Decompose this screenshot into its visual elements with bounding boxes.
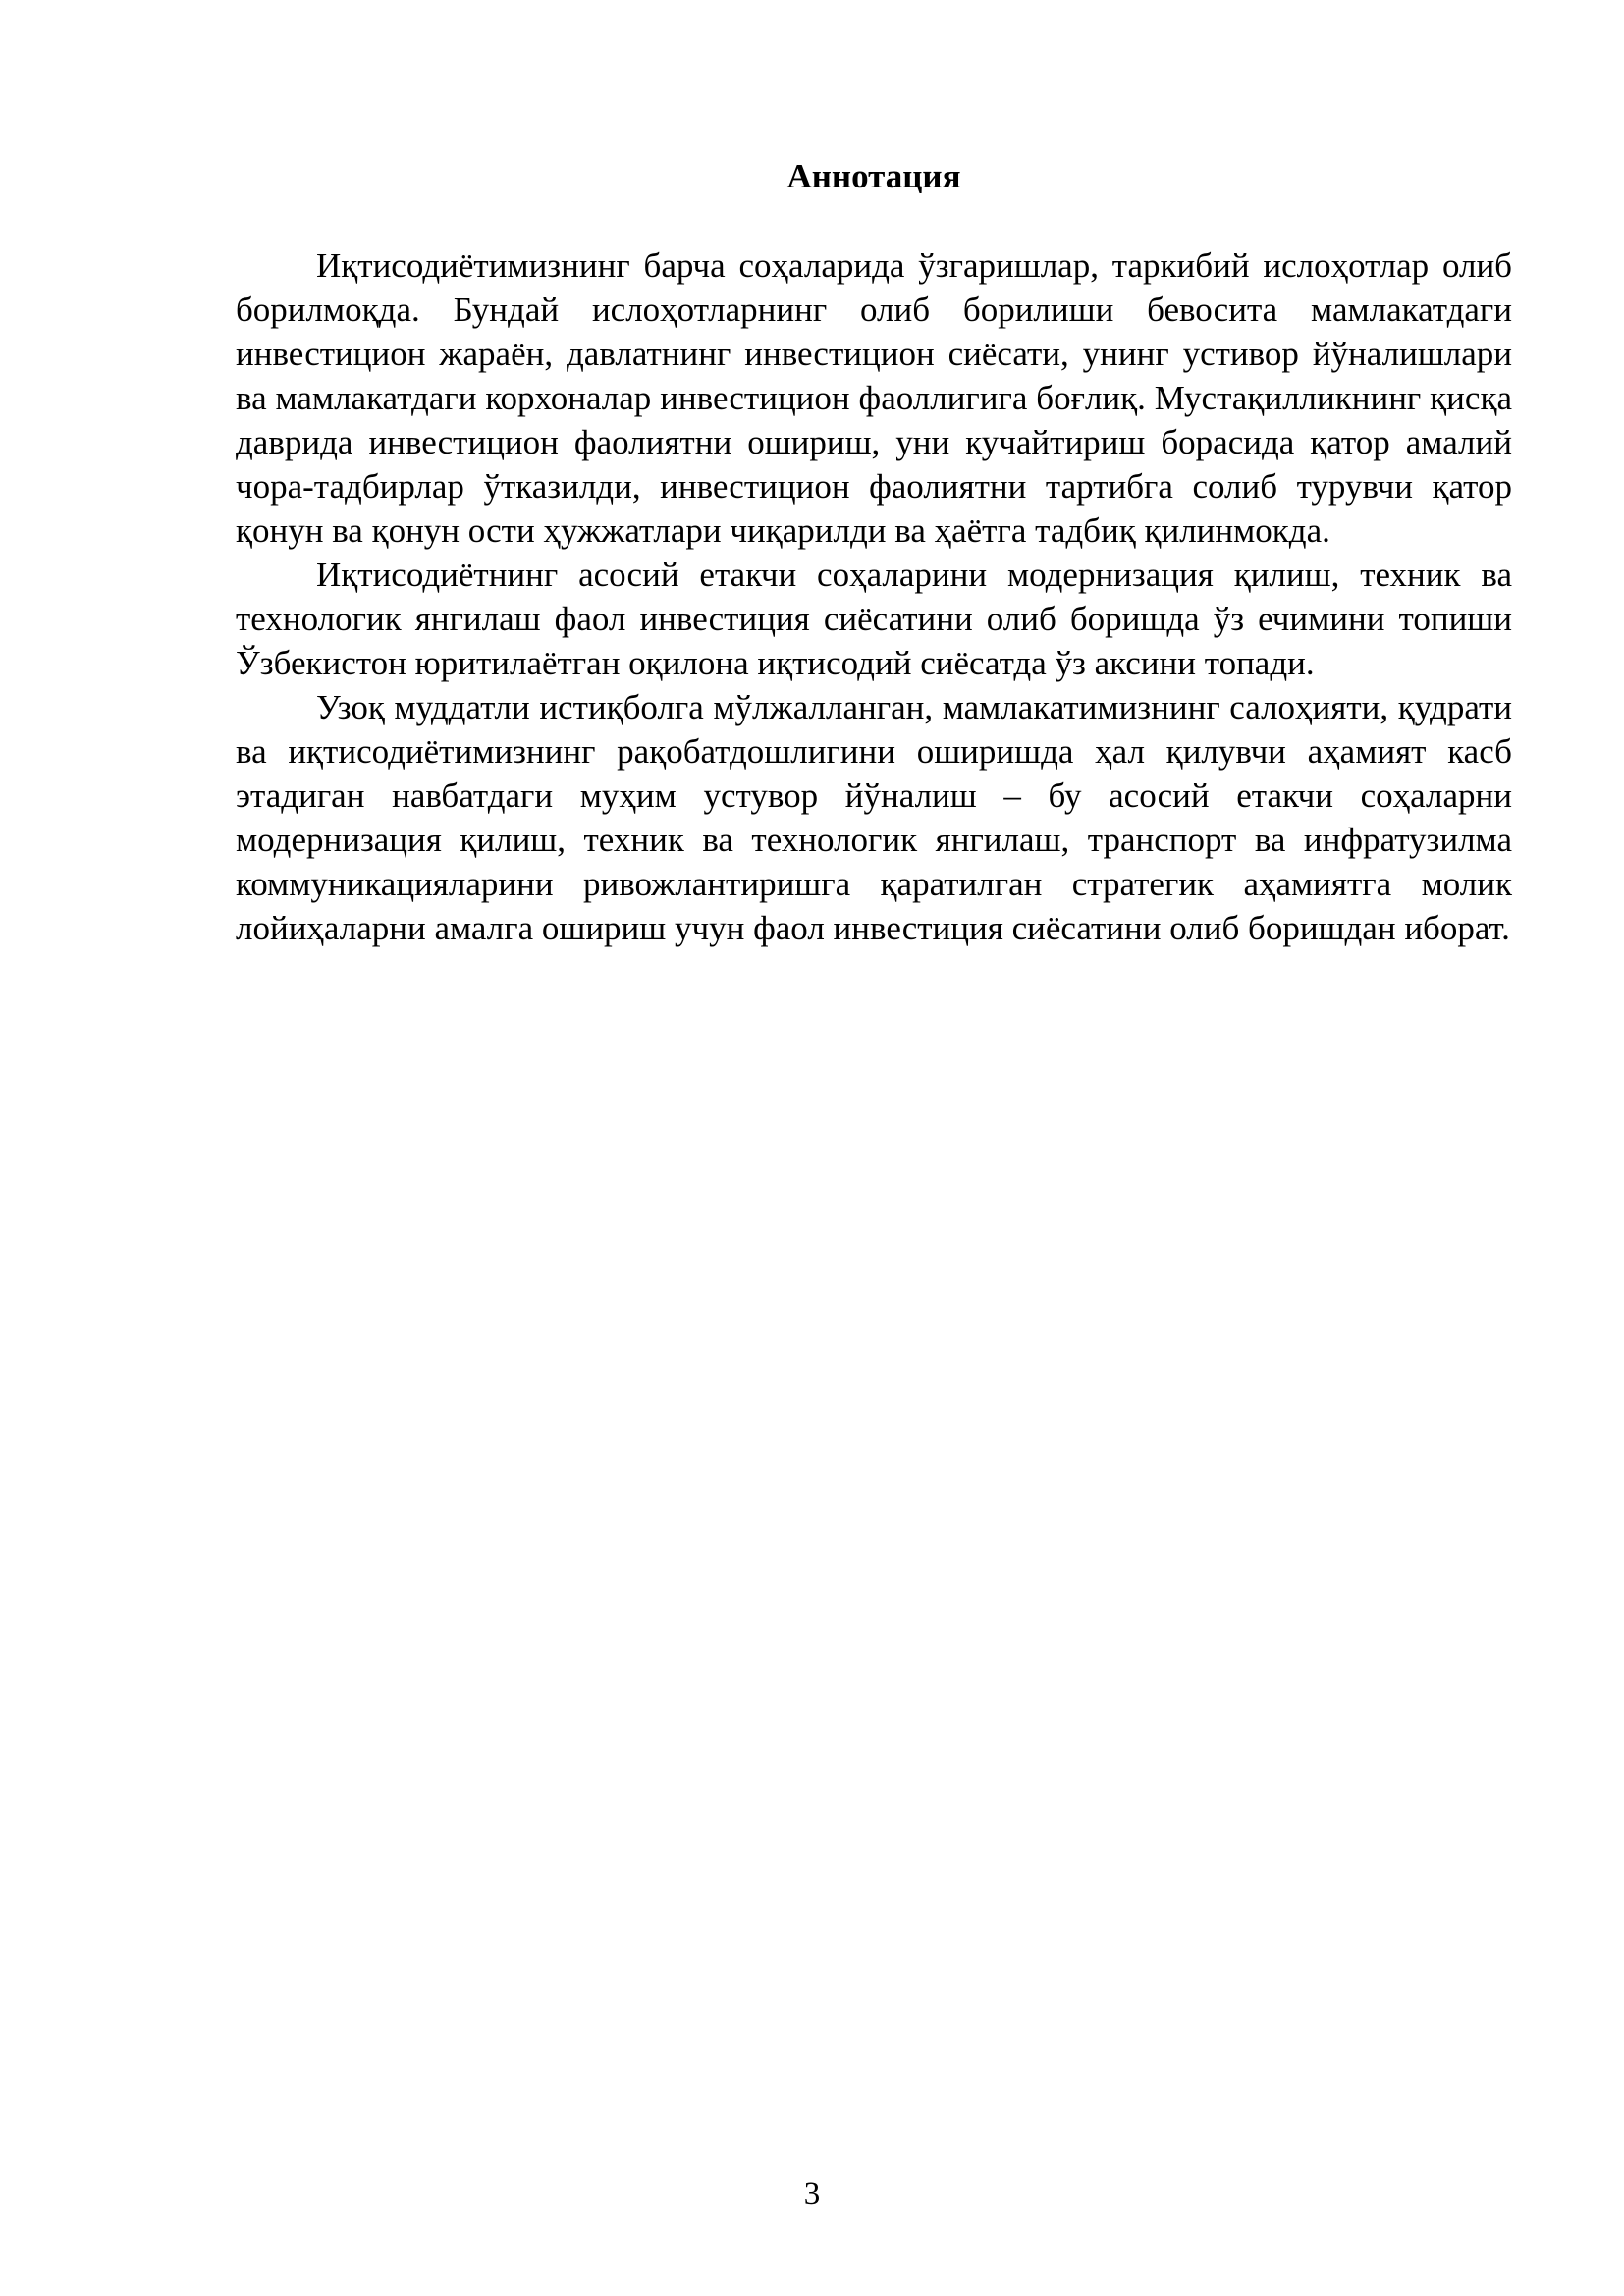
page-number: 3: [803, 2176, 821, 2212]
paragraph-2: Иқтисодиётнинг асосий етакчи соҳаларини модернизация қилиш, техник ва технологик янгилаш фаол инвестиция сиёсатини олиб боришда ўз ечимини топиши Ўзбекистон юритилаётган оқилона иқтисодий сиёсатда ўз аксини топади.: [236, 556, 1512, 682]
page-title: Аннотация: [786, 157, 961, 195]
paragraph-1: Иқтисодиётимизнинг барча соҳаларида ўзгаришлар, таркибий ислоҳотлар олиб борилмоқда. Бундай ислоҳотларнинг олиб борилиши бевосита мамлакатдаги инвестицион жараён, давлатнинг инвестицион сиёсати, унинг устивор йўналишлари ва мамлакатдаги корхоналар инвестицион фаоллигига боғлиқ. Мустақилликнинг қисқа даврида инвестицион фаолиятни ошириш, уни кучайтириш борасида қатор амалий чора-тадбирлар ўтказилди, инвестицион фаолиятни тартибга солиб турувчи қатор қонун ва қонун ости ҳужжатлари чиқарилди ва ҳаётга тадбиқ қилинмокда.: [236, 246, 1512, 550]
annotation-body: [236, 243, 1512, 950]
paragraph-3: Узоқ муддатли истиқболга мўлжалланган, мамлакатимизнинг салоҳияти, қудрати ва иқтисодиётимизнинг рақобатдошлигини оширишда ҳал қилувчи аҳамият касб этадиган навбатдаги муҳим устувор йўналиш – бу асосий етакчи соҳаларни модернизация қилиш, техник ва технологик янгилаш, транспорт ва инфратузилма коммуникацияларини ривожлантиришга қаратилган стратегик аҳамиятга молик лойиҳаларни амалга ошириш учун фаол инвестиция сиёсатини олиб боришдан иборат.: [236, 688, 1512, 947]
